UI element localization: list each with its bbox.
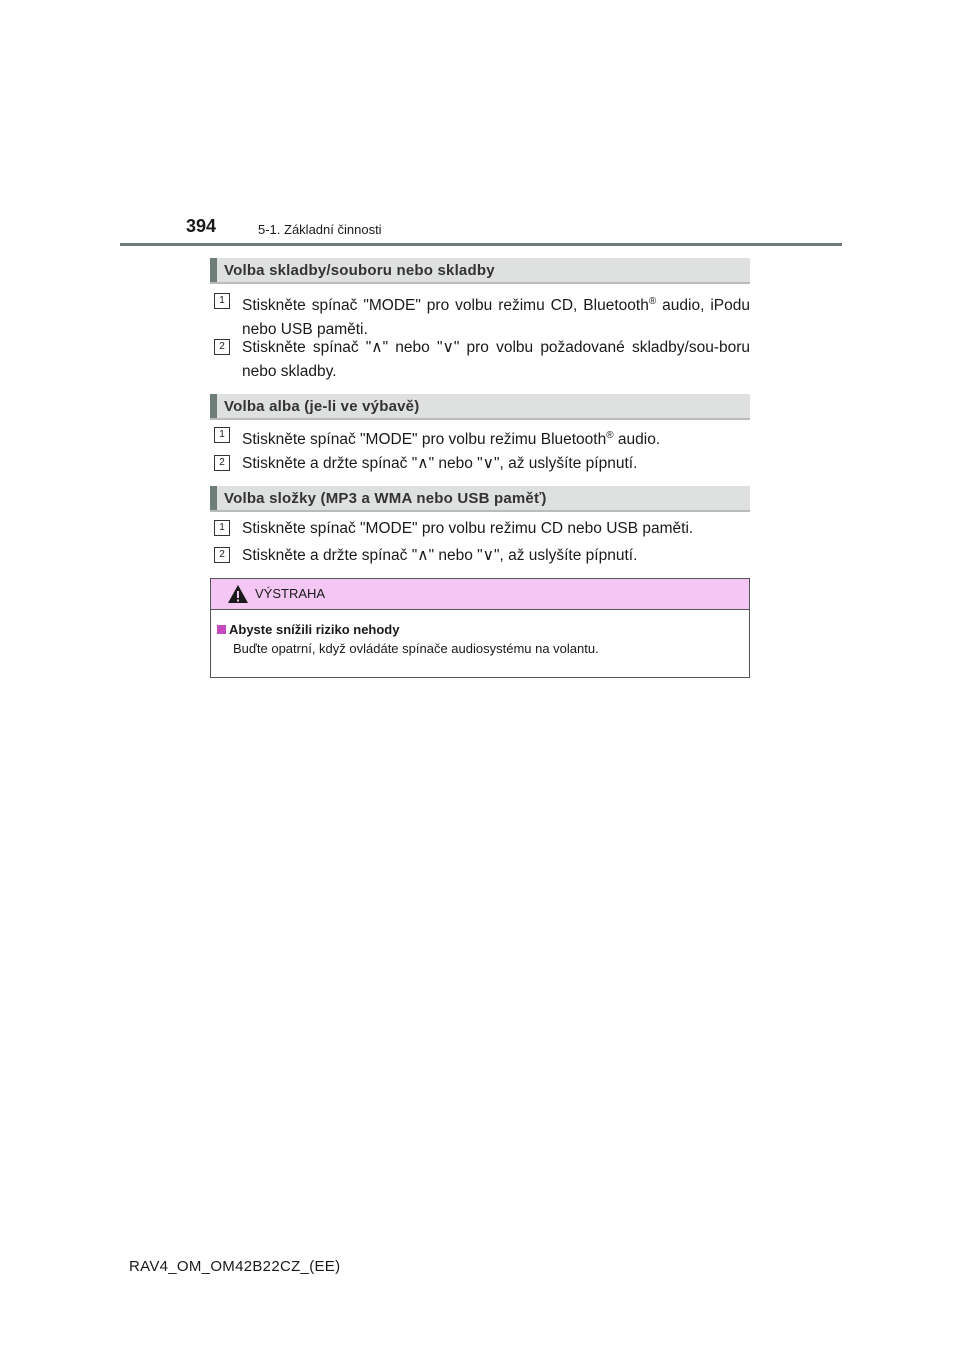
step-number: 2 (214, 455, 230, 471)
section-title-bar (210, 486, 217, 510)
step-text: Stiskněte spínač "MODE" pro volbu režimu CD nebo USB paměti. (242, 520, 694, 537)
section-title-text: Volba skladby/souboru nebo skladby (224, 262, 495, 279)
section-title-track (210, 258, 750, 284)
step-item (214, 290, 750, 342)
section-title-text: Volba alba (je-li ve výbavě) (224, 398, 420, 415)
section-reference: 5-1. Základní činnosti (258, 222, 382, 237)
step-number: 2 (214, 547, 230, 563)
section-title-bar (210, 258, 217, 282)
section-title-text: Volba složky (MP3 a WMA nebo USB paměť) (224, 490, 547, 507)
step-item (214, 517, 750, 541)
section-title-album (210, 394, 750, 420)
step-number: 1 (214, 427, 230, 443)
warning-text: Buďte opatrní, když ovládáte spínače audiosystému na volantu. (233, 641, 599, 656)
step-text: Stiskněte spínač "MODE" pro volbu režimu CD, Bluetooth® audio, iPodu nebo USB paměti. (242, 296, 750, 339)
page-number: 394 (186, 216, 217, 236)
step-number: 1 (214, 520, 230, 536)
warning-box (210, 578, 750, 678)
warning-title: VÝSTRAHA (255, 586, 326, 601)
step-number: 2 (214, 339, 230, 355)
step-text: Stiskněte spínač "MODE" pro volbu režimu Bluetooth® audio. (242, 430, 661, 449)
warning-header (211, 579, 749, 610)
warning-subtitle: Abyste snížili riziko nehody (217, 622, 749, 637)
square-bullet-icon (217, 625, 226, 634)
page-header (0, 0, 960, 250)
step-text: Stiskněte a držte spínač "∧" nebo "∨", až uslyšíte pípnutí. (242, 547, 638, 564)
step-item (214, 424, 750, 452)
step-number: 1 (214, 293, 230, 309)
section-title-bar (210, 394, 217, 418)
warning-body (211, 610, 749, 656)
step-text: Stiskněte a držte spínač "∧" nebo "∨", až uslyšíte pípnutí. (242, 455, 638, 472)
step-item (214, 452, 750, 476)
header-divider (120, 243, 842, 246)
step-item (214, 336, 750, 384)
section-title-folder (210, 486, 750, 512)
warning-triangle-icon (227, 584, 249, 604)
step-item (214, 544, 750, 568)
document-code: RAV4_OM_OM42B22CZ_(EE) (129, 1258, 341, 1275)
step-text: Stiskněte spínač "∧" nebo "∨" pro volbu požadované skladby/sou-boru nebo skladby. (242, 339, 750, 380)
